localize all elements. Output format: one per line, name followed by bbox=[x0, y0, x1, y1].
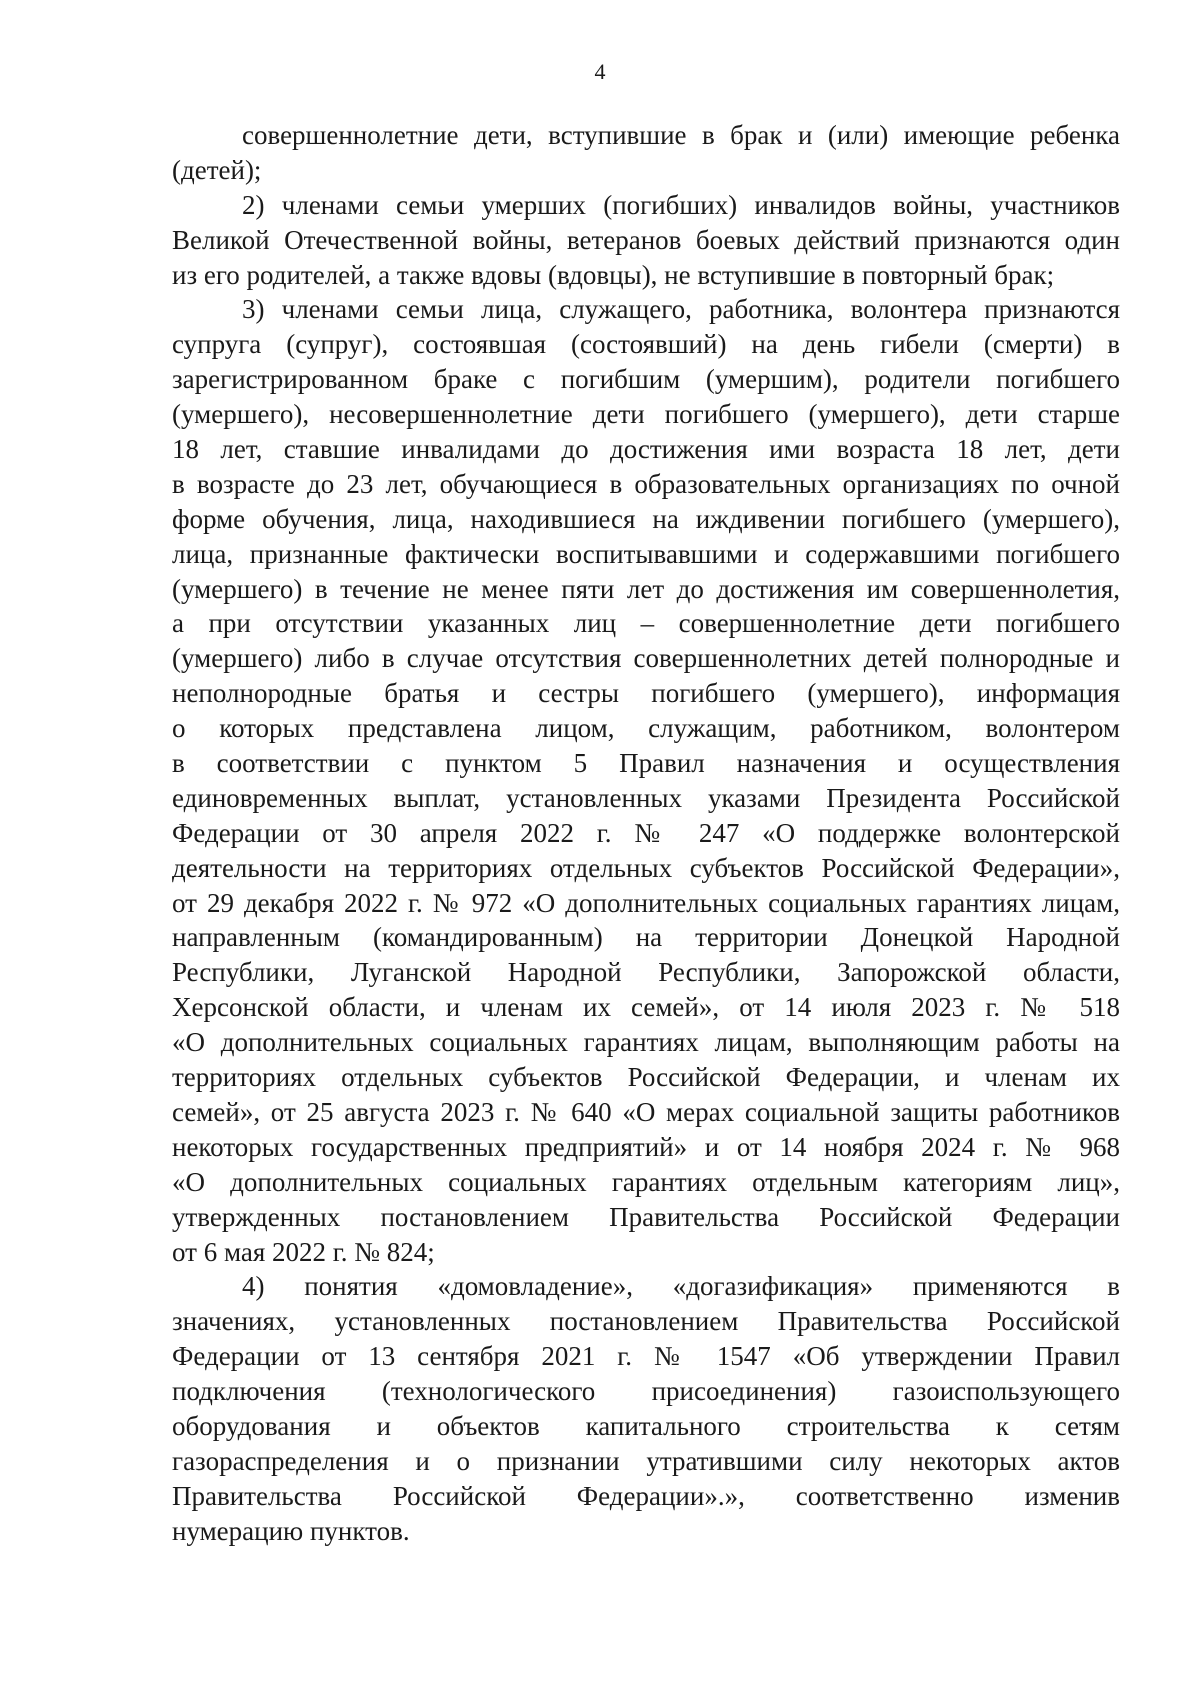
text-line: «О дополнительных социальных гарантиях лицам, выполняющим работы на bbox=[172, 1027, 1120, 1058]
text-line: 3) членами семьи лица, служащего, работника, волонтера признаются bbox=[242, 294, 1120, 325]
text-line: направленным (командированным) на территории Донецкой Народной bbox=[172, 922, 1120, 953]
text-line: нумерацию пунктов. bbox=[172, 1515, 410, 1546]
text-line: (умершего), несовершеннолетние дети погибшего (умершего), дети старше bbox=[172, 399, 1120, 430]
text-line: лица, признанные фактически воспитывавшими и содержавшими погибшего bbox=[172, 538, 1120, 569]
text-line: газораспределения и о признании утратившими силу некоторых актов bbox=[172, 1445, 1120, 1476]
text-line: значениях, установленных постановлением Правительства Российской bbox=[172, 1306, 1120, 1337]
text-line: от 6 мая 2022 г. № 824; bbox=[172, 1236, 435, 1267]
text-line: Великой Отечественной войны, ветеранов боевых действий признаются один bbox=[172, 224, 1120, 255]
text-line: из его родителей, а также вдовы (вдовцы), не вступившие в повторный брак; bbox=[172, 259, 1055, 290]
page-number: 4 bbox=[594, 59, 606, 84]
text-line: 2) членами семьи умерших (погибших) инвалидов войны, участников bbox=[242, 189, 1120, 220]
text-line: (детей); bbox=[172, 154, 262, 185]
text-line: семей», от 25 августа 2023 г. № 640 «О мерах социальной защиты работников bbox=[172, 1096, 1120, 1127]
text-line: подключения (технологического присоединения) газоиспользующего bbox=[172, 1376, 1120, 1407]
text-line: совершеннолетние дети, вступившие в брак и (или) имеющие ребенка bbox=[242, 120, 1120, 150]
text-line: «О дополнительных социальных гарантиях отдельным категориям лиц», bbox=[172, 1166, 1120, 1197]
text-line: 4) понятия «домовладение», «догазификация» применяются в bbox=[242, 1271, 1120, 1302]
text-line: неполнородные братья и сестры погибшего (умершего), информация bbox=[172, 678, 1120, 709]
text-line: Херсонской области, и членам их семей», от 14 июля 2023 г. № 518 bbox=[172, 992, 1120, 1023]
text-line: о которых представлена лицом, служащим, работником, волонтером bbox=[172, 713, 1120, 744]
text-line: Правительства Российской Федерации».», соответственно изменив bbox=[172, 1480, 1120, 1511]
text-line: некоторых государственных предприятий» и от 14 ноября 2024 г. № 968 bbox=[172, 1131, 1120, 1162]
text-line: (умершего) в течение не менее пяти лет до достижения им совершеннолетия, bbox=[172, 573, 1120, 604]
text-line: оборудования и объектов капитального строительства к сетям bbox=[172, 1410, 1120, 1441]
text-line: единовременных выплат, установленных указами Президента Российской bbox=[172, 782, 1120, 813]
text-line: а при отсутствии указанных лиц – совершеннолетние дети погибшего bbox=[172, 608, 1120, 639]
text-line: зарегистрированном браке с погибшим (умершим), родители погибшего bbox=[172, 364, 1120, 395]
text-line: утвержденных постановлением Правительства Российской Федерации bbox=[172, 1201, 1120, 1232]
text-line: 18 лет, ставшие инвалидами до достижения ими возраста 18 лет, дети bbox=[172, 434, 1120, 465]
text-line: Республики, Луганской Народной Республики, Запорожской области, bbox=[172, 957, 1120, 988]
document-body bbox=[172, 118, 1120, 1549]
text-line: в соответствии с пунктом 5 Правил назначения и осуществления bbox=[172, 748, 1120, 779]
text-line: (умершего) либо в случае отсутствия совершеннолетних детей полнородные и bbox=[172, 643, 1120, 674]
text-line: супруга (супруг), состоявшая (состоявший) на день гибели (смерти) в bbox=[172, 329, 1120, 360]
text-line: деятельности на территориях отдельных субъектов Российской Федерации», bbox=[172, 852, 1120, 883]
text-line: территориях отдельных субъектов Российской Федерации, и членам их bbox=[172, 1062, 1120, 1093]
text-line: Федерации от 30 апреля 2022 г. № 247 «О поддержке волонтерской bbox=[172, 817, 1120, 848]
text-line: форме обучения, лица, находившиеся на иждивении погибшего (умершего), bbox=[172, 503, 1120, 534]
text-line: Федерации от 13 сентября 2021 г. № 1547 «Об утверждении Правил bbox=[172, 1341, 1120, 1372]
text-line: в возрасте до 23 лет, обучающиеся в образовательных организациях по очной bbox=[172, 468, 1120, 499]
text-line: от 29 декабря 2022 г. № 972 «О дополнительных социальных гарантиях лицам, bbox=[172, 887, 1120, 918]
